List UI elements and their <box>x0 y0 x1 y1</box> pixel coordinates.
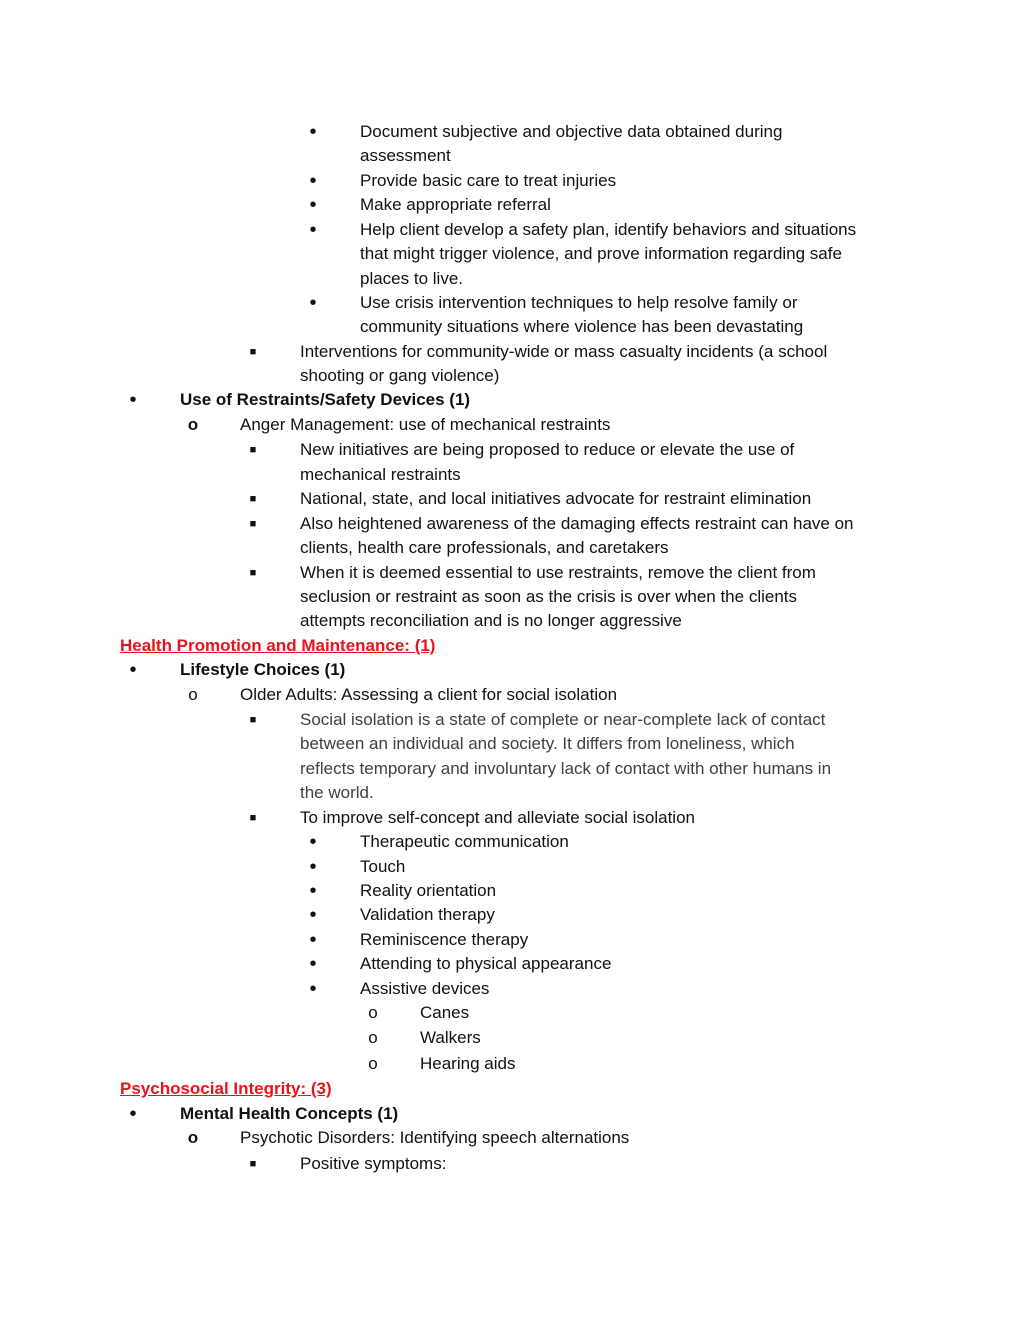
list-item-text: mechanical restraints <box>300 465 461 484</box>
list-item-text: To improve self-concept and alleviate social isolation <box>300 808 695 827</box>
list-item-text: Older Adults: Assessing a client for social isolation <box>240 685 618 704</box>
bullet-icon: • <box>309 856 317 878</box>
square-bullet-icon: ■ <box>249 518 257 530</box>
list-item-text: Walkers <box>420 1028 481 1047</box>
list-item-text: Reminiscence therapy <box>360 930 529 949</box>
list-item-text: Assistive devices <box>360 979 490 998</box>
section-heading: Health Promotion and Maintenance: (1) <box>120 636 436 655</box>
list-item-text: community situations where violence has been devastating <box>360 317 804 336</box>
bullet-icon: • <box>129 659 137 681</box>
list-item-text: National, state, and local initiatives advocate for restraint elimination <box>300 489 812 508</box>
square-bullet-icon: ■ <box>249 714 257 726</box>
list-item-text: Psychotic Disorders: Identifying speech alternations <box>240 1128 630 1147</box>
list-item-text: Canes <box>420 1003 470 1022</box>
list-item-text: assessment <box>360 146 451 165</box>
circle-bullet-icon: o <box>368 1003 378 1022</box>
square-bullet-icon: ■ <box>249 346 257 358</box>
square-bullet-icon: ■ <box>249 1158 257 1170</box>
list-item-text: Attending to physical appearance <box>360 954 612 973</box>
square-bullet-icon: ■ <box>249 444 257 456</box>
list-item-text: Also heightened awareness of the damaging effects restraint can have on <box>300 514 854 533</box>
topic-heading: Mental Health Concepts (1) <box>180 1104 399 1123</box>
bullet-icon: • <box>309 194 317 216</box>
list-item-text: Anger Management: use of mechanical restraints <box>240 415 611 434</box>
bullet-icon: • <box>309 904 317 926</box>
bullet-icon: • <box>129 389 137 411</box>
list-item-text: shooting or gang violence) <box>300 366 500 385</box>
bullet-icon: • <box>309 880 317 902</box>
circle-bullet-icon: o <box>368 1054 378 1073</box>
list-item-text: attempts reconciliation and is no longer aggressive <box>300 611 682 630</box>
list-item-text: the world. <box>300 783 374 802</box>
bullet-icon: • <box>309 121 317 143</box>
list-item-text: Use crisis intervention techniques to help resolve family or <box>360 293 798 312</box>
list-item-text: between an individual and society. It differs from loneliness, which <box>300 734 795 753</box>
list-item-text: places to live. <box>360 269 463 288</box>
list-item-text: Help client develop a safety plan, identify behaviors and situations <box>360 220 857 239</box>
bullet-icon: • <box>309 170 317 192</box>
list-item-text: Document subjective and objective data obtained during <box>360 122 783 141</box>
section-heading: Psychosocial Integrity: (3) <box>120 1079 332 1098</box>
list-item-text: When it is deemed essential to use restraints, remove the client from <box>300 563 816 582</box>
bullet-icon: • <box>309 978 317 1000</box>
list-item-text: seclusion or restraint as soon as the crisis is over when the clients <box>300 587 798 606</box>
list-item-text: Interventions for community-wide or mass casualty incidents (a school <box>300 342 828 361</box>
bullet-icon: • <box>309 219 317 241</box>
list-item-text: Validation therapy <box>360 905 495 924</box>
list-item-text: Provide basic care to treat injuries <box>360 171 617 190</box>
bullet-icon: • <box>309 929 317 951</box>
bullet-icon: • <box>309 292 317 314</box>
list-item-text: clients, health care professionals, and caretakers <box>300 538 669 557</box>
circle-bullet-icon: o <box>368 1028 378 1047</box>
list-item-text: New initiatives are being proposed to reduce or elevate the use of <box>300 440 795 459</box>
list-item-text: reflects temporary and involuntary lack of contact with other humans in <box>300 759 832 778</box>
topic-heading: Lifestyle Choices (1) <box>180 660 346 679</box>
square-bullet-icon: ■ <box>249 567 257 579</box>
list-item-text: Therapeutic communication <box>360 832 569 851</box>
bullet-icon: • <box>129 1103 137 1125</box>
square-bullet-icon: ■ <box>249 812 257 824</box>
list-item-text: Reality orientation <box>360 881 497 900</box>
list-item-text: Hearing aids <box>420 1054 516 1073</box>
list-item-text: Make appropriate referral <box>360 195 551 214</box>
list-item-text: that might trigger violence, and prove information regarding safe <box>360 244 842 263</box>
circle-bullet-icon: o <box>187 415 199 434</box>
topic-heading: Use of Restraints/Safety Devices (1) <box>180 390 471 409</box>
bullet-icon: • <box>309 953 317 975</box>
list-item-text: Positive symptoms: <box>300 1154 447 1173</box>
circle-bullet-icon: o <box>187 1128 199 1147</box>
list-item-text: Social isolation is a state of complete or near-complete lack of contact <box>300 710 826 729</box>
square-bullet-icon: ■ <box>249 493 257 505</box>
circle-bullet-icon: o <box>188 685 198 704</box>
list-item-text: Touch <box>360 857 406 876</box>
bullet-icon: • <box>309 831 317 853</box>
